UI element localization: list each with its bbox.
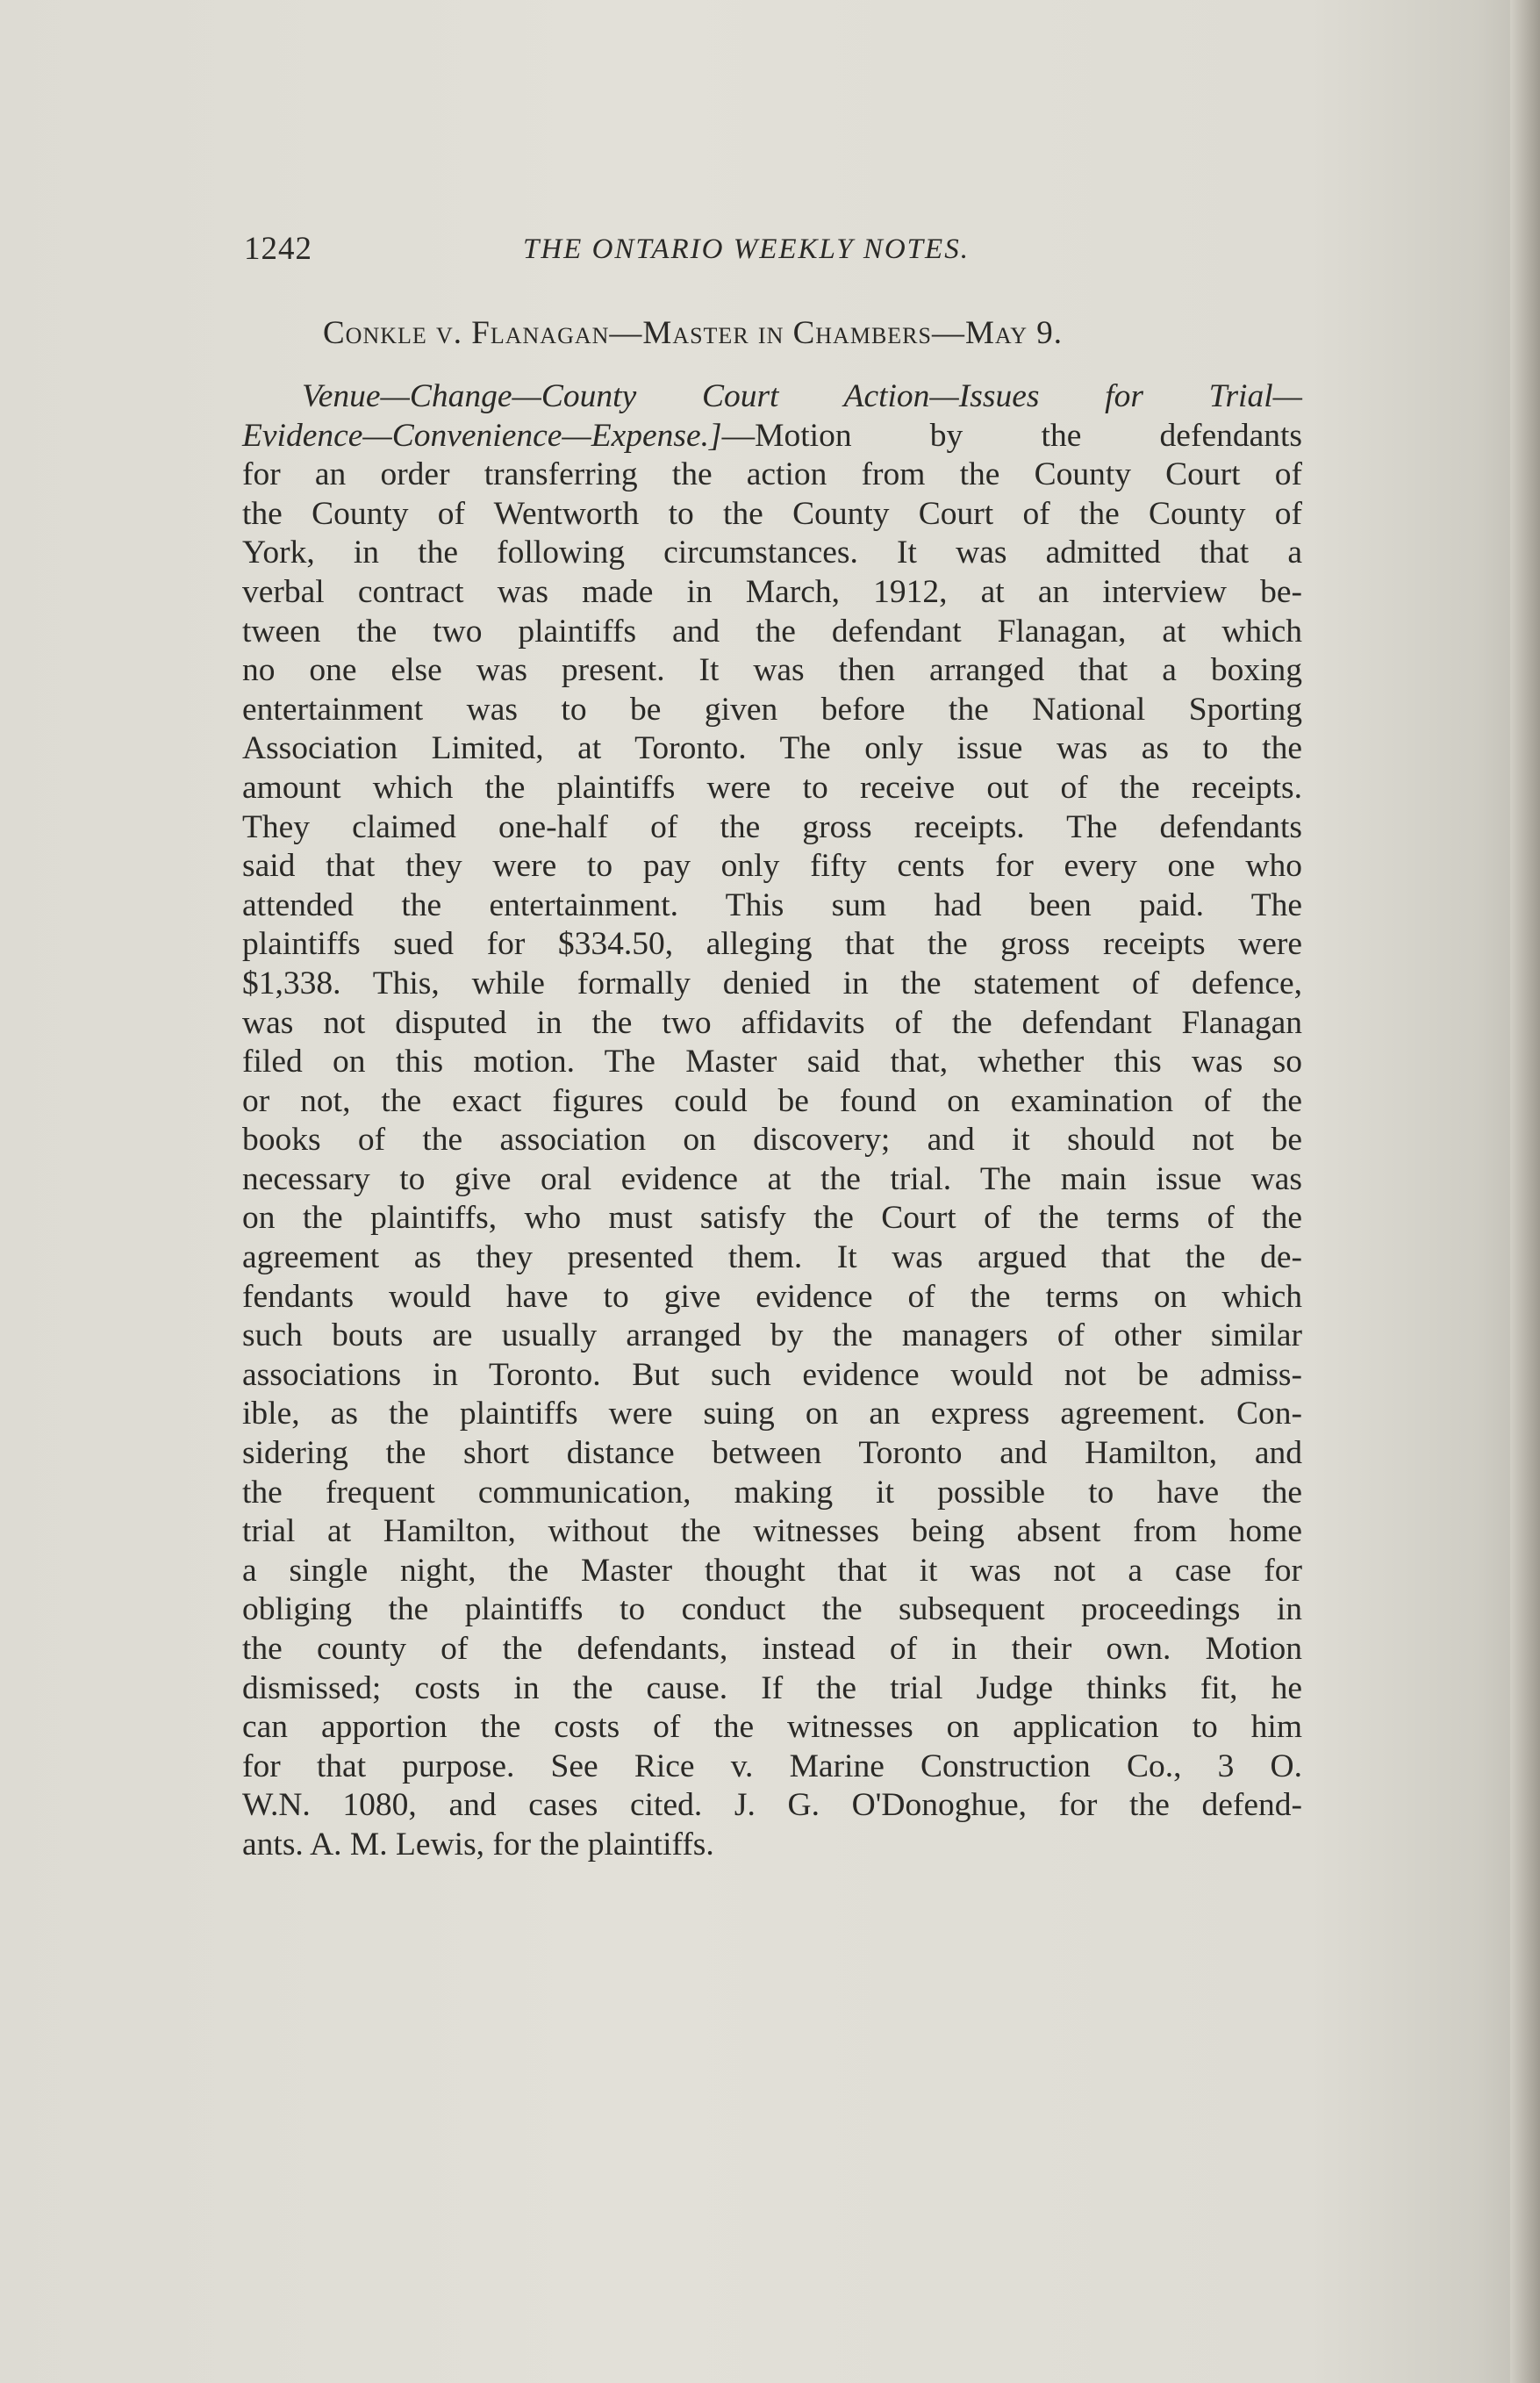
catchwords: Evidence—Convenience—Expense.]	[242, 417, 722, 454]
text-line: said that they were to pay only fifty cents for every one who	[242, 848, 1302, 885]
text-line: ants. A. M. Lewis, for the plaintiffs.	[242, 1826, 714, 1863]
text-line: on the plaintiffs, who must satisfy the Court of the terms of the	[242, 1200, 1302, 1237]
text-line: Association Limited, at Toronto. The only issue was as to the	[242, 730, 1302, 767]
text-line: entertainment was to be given before the National Sporting	[242, 691, 1302, 728]
text-line: associations in Toronto. But such evidence would not be admiss-	[242, 1356, 1302, 1393]
text-line: for that purpose. See Rice v. Marine Construction Co., 3 O.	[242, 1748, 1302, 1784]
text-line: agreement as they presented them. It was argued that the de-	[242, 1239, 1302, 1276]
journal-title: THE ONTARIO WEEKLY NOTES.	[523, 233, 970, 265]
text-line: dismissed; costs in the cause. If the trial Judge thinks fit, he	[242, 1669, 1302, 1706]
case-body	[242, 377, 1302, 1865]
case-heading: Conkle v. Flanagan—Master in Chambers—May 9.	[323, 315, 1064, 351]
text-line: $1,338. This, while formally denied in the statement of defence,	[242, 965, 1302, 1001]
page-number: 1242	[244, 231, 312, 267]
text-line: the County of Wentworth to the County Court of the County of	[242, 495, 1302, 532]
text-line: was not disputed in the two affidavits of the defendant Flanagan	[242, 1004, 1302, 1041]
text-line: attended the entertainment. This sum had been paid. The	[242, 886, 1302, 923]
text-line	[242, 417, 1302, 456]
text-segment: —Motion by the defendants	[721, 417, 1302, 454]
text-line: York, in the following circumstances. It was admitted that a	[242, 535, 1302, 571]
text-line: plaintiffs sued for $334.50, alleging that the gross receipts were	[242, 926, 1302, 963]
text-line: trial at Hamilton, without the witnesses being absent from home	[242, 1513, 1302, 1550]
text-line: a single night, the Master thought that it was not a case for	[242, 1552, 1302, 1589]
text-line: filed on this motion. The Master said that, whether this was so	[242, 1044, 1302, 1080]
text-line: can apportion the costs of the witnesses on application to him	[242, 1709, 1302, 1746]
text-line: books of the association on discovery; and it should not be	[242, 1122, 1302, 1159]
text-line: for an order transferring the action from the County Court of	[242, 456, 1302, 493]
text-line: W.N. 1080, and cases cited. J. G. O'Donoghue, for the defend-	[242, 1787, 1302, 1824]
catchwords: Venue—Change—County Court Action—Issues for Trial—	[302, 378, 1302, 414]
text-line: sidering the short distance between Toronto and Hamilton, and	[242, 1435, 1302, 1472]
text-line: or not, the exact figures could be found on examination of the	[242, 1082, 1302, 1119]
text-line: necessary to give oral evidence at the trial. The main issue was	[242, 1160, 1302, 1197]
text-line	[242, 377, 1302, 417]
running-head	[244, 230, 1314, 283]
text-line: ible, as the plaintiffs were suing on an express agreement. Con-	[242, 1396, 1302, 1432]
page-edge	[1510, 0, 1540, 2383]
text-line: the frequent communication, making it possible to have the	[242, 1474, 1302, 1511]
text-line: obliging the plaintiffs to conduct the subsequent proceedings in	[242, 1591, 1302, 1628]
text-line: no one else was present. It was then arranged that a boxing	[242, 652, 1302, 689]
text-line: tween the two plaintiffs and the defendant Flanagan, at which	[242, 613, 1302, 650]
text-line: amount which the plaintiffs were to receive out of the receipts.	[242, 769, 1302, 806]
text-line: the county of the defendants, instead of in their own. Motion	[242, 1631, 1302, 1667]
text-line: They claimed one-half of the gross receipts. The defendants	[242, 808, 1302, 845]
text-line: fendants would have to give evidence of the terms on which	[242, 1278, 1302, 1315]
text-line: such bouts are usually arranged by the managers of other similar	[242, 1317, 1302, 1354]
text-line: verbal contract was made in March, 1912, at an interview be-	[242, 573, 1302, 610]
